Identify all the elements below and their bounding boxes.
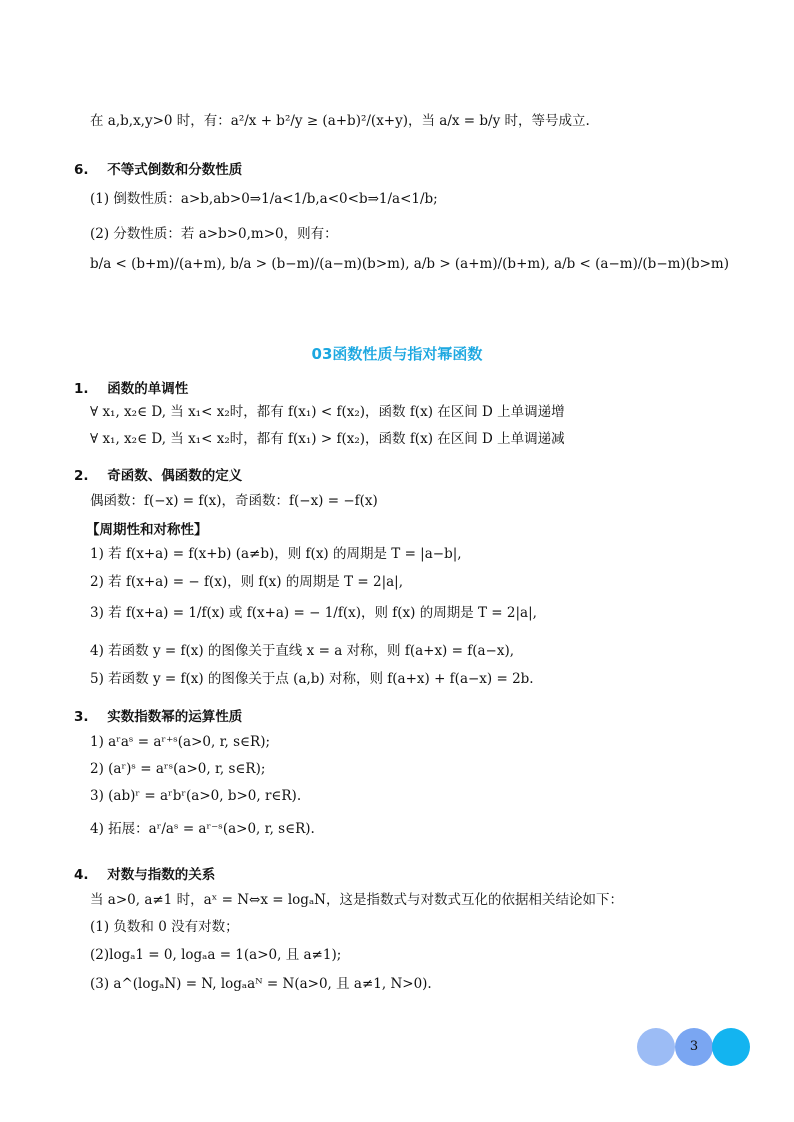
s4-line-2: (1) 负数和 0 没有对数；: [90, 919, 239, 935]
s1-line-2: ∀ x₁, x₂∈ D, 当 x₁< x₂时，都有 f(x₁) > f(x₂)，函数 f(x) 在区间 D 上单调递减: [90, 431, 565, 447]
s1-line-1: ∀ x₁, x₂∈ D, 当 x₁< x₂时，都有 f(x₁) < f(x₂)，函数 f(x) 在区间 D 上单调递增: [90, 404, 565, 420]
s2-point-2: 2) 若 f(x+a) = − f(x)，则 f(x) 的周期是 T = 2|a|,: [90, 574, 404, 590]
intro-line: 在 a,b,x,y>0 时，有：a²/x + b²/y ≥ (a+b)²/(x+y)，当 a/x = b/y 时，等号成立.: [90, 113, 590, 129]
s4-line-1: 当 a>0, a≠1 时，aˣ = N⇔x = logₐN，这是指数式与对数式互化的依据相关结论如下：: [90, 892, 623, 908]
s4-line-4: (3) a^(logₐN) = N, logₐaᴺ = N(a>0, 且 a≠1, N>0).: [90, 976, 432, 992]
decor-circle-left: [637, 1028, 675, 1066]
s3-line-1: 1) aʳaˢ = aʳ⁺ˢ(a>0, r, s∈R);: [90, 734, 271, 750]
heading-number: 2.: [74, 468, 89, 484]
s6-line-3: b/a < (b+m)/(a+m), b/a > (b−m)/(a−m)(b>m), a/b > (a+m)/(b+m), a/b < (a−m)/(b−m)(b>m): [90, 256, 729, 272]
heading-text: 不等式倒数和分数性质: [107, 162, 243, 178]
heading-number: 4.: [74, 867, 89, 883]
s3-line-3: 3) (ab)ʳ = aʳbʳ(a>0, b>0, r∈R).: [90, 788, 302, 804]
s2-point-5: 5) 若函数 y = f(x) 的图像关于点 (a,b) 对称，则 f(a+x) + f(a−x) = 2b.: [90, 671, 534, 687]
heading-text: 对数与指数的关系: [107, 867, 216, 883]
heading-2: [74, 464, 242, 484]
heading-3: [74, 705, 242, 725]
decor-circle-right: [712, 1028, 750, 1066]
s2-point-4: 4) 若函数 y = f(x) 的图像关于直线 x = a 对称，则 f(a+x) = f(a−x),: [90, 643, 515, 659]
s2-subheading: 【周期性和对称性】: [86, 522, 208, 538]
s3-line-2: 2) (aʳ)ˢ = aʳˢ(a>0, r, s∈R);: [90, 761, 266, 777]
section-title: 03函数性质与指对幂函数: [311, 345, 483, 363]
heading-6: [74, 158, 242, 178]
s3-line-4: 4) 拓展：aʳ/aˢ = aʳ⁻ˢ(a>0, r, s∈R).: [90, 821, 315, 837]
s2-point-1: 1) 若 f(x+a) = f(x+b) (a≠b)，则 f(x) 的周期是 T = |a−b|,: [90, 546, 462, 562]
s2-line-1: 偶函数：f(−x) = f(x)，奇函数：f(−x) = −f(x): [90, 493, 378, 509]
s4-line-3: (2)logₐ1 = 0, logₐa = 1(a>0, 且 a≠1);: [90, 947, 342, 963]
s2-point-3: 3) 若 f(x+a) = 1/f(x) 或 f(x+a) = − 1/f(x)，则 f(x) 的周期是 T = 2|a|,: [90, 605, 537, 621]
heading-text: 实数指数幂的运算性质: [107, 709, 243, 725]
heading-text: 奇函数、偶函数的定义: [107, 468, 243, 484]
page-number: 3: [689, 1039, 699, 1054]
s6-line-1: (1) 倒数性质：a>b,ab>0⇒1/a<1/b,a<0<b⇒1/a<1/b;: [90, 191, 438, 207]
heading-number: 3.: [74, 709, 89, 725]
heading-text: 函数的单调性: [107, 381, 189, 397]
heading-number: 1.: [74, 381, 89, 397]
heading-number: 6.: [74, 162, 89, 178]
s6-line-2: (2) 分数性质：若 a>b>0,m>0，则有：: [90, 226, 338, 242]
heading-1: [74, 377, 188, 397]
heading-4: [74, 863, 215, 883]
